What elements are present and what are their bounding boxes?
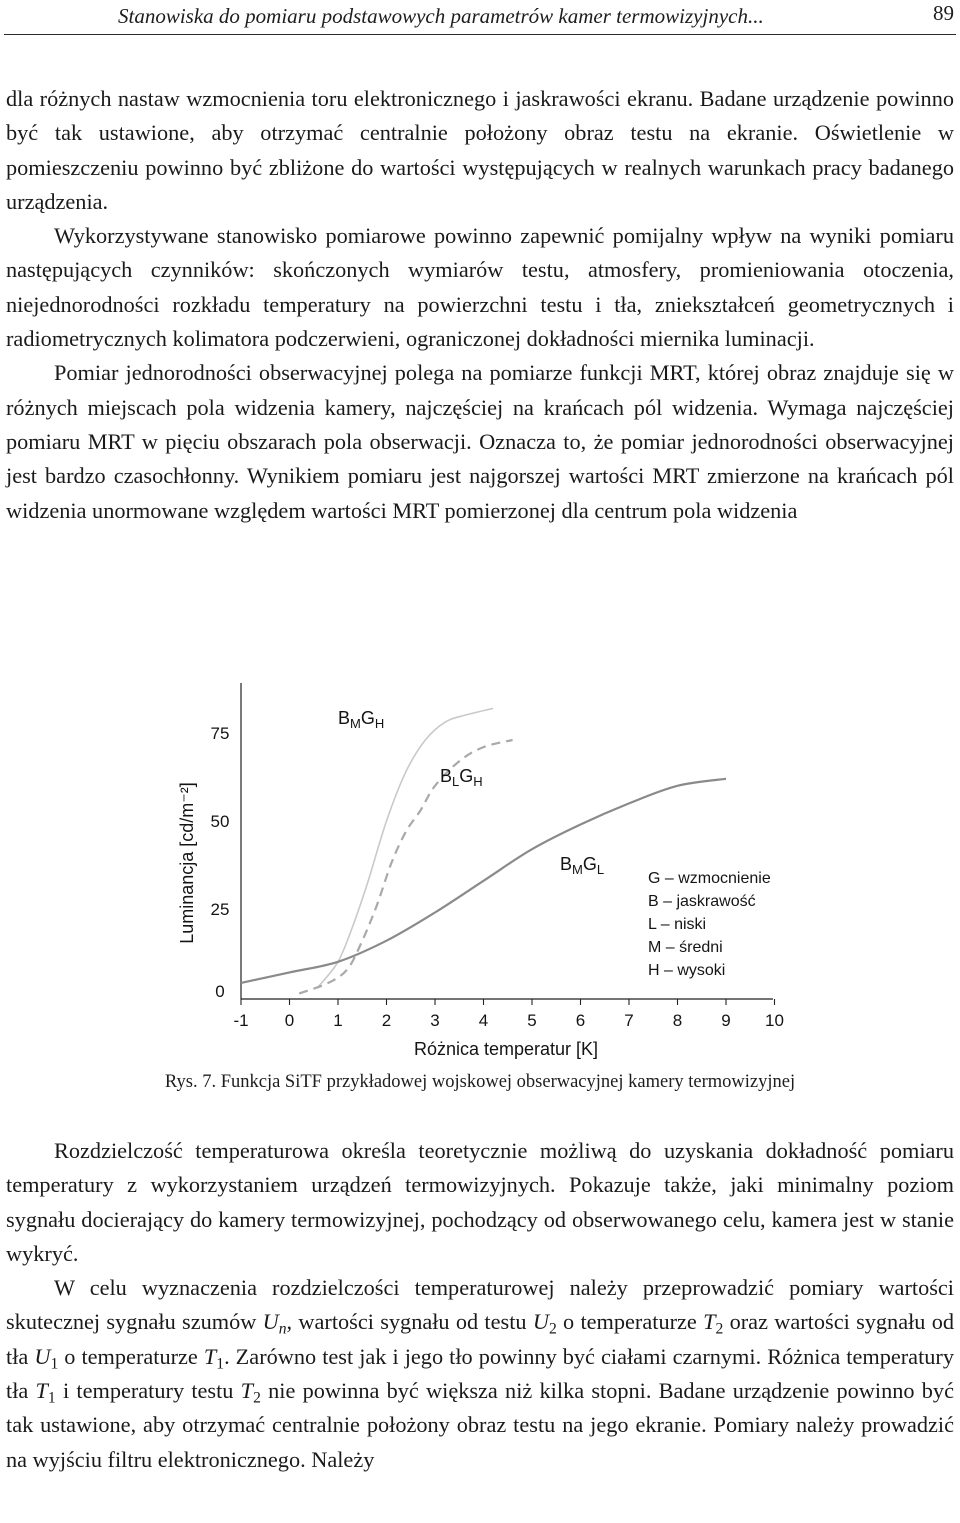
symbol-U: U <box>262 1309 279 1335</box>
curve-label-subscript: L <box>452 774 460 789</box>
subscript: n <box>278 1321 287 1339</box>
page-number: 89 <box>933 1 954 25</box>
running-title: Stanowiska do pomiaru podstawowych parametrów kamer termowizyjnych... <box>118 4 764 28</box>
y-tick-label: 0 <box>215 982 225 1001</box>
text-run: i temperatury testu <box>55 1378 241 1404</box>
symbol-T: T <box>203 1343 217 1369</box>
x-tick-label: 10 <box>765 1011 784 1030</box>
subscript: 1 <box>47 1389 56 1407</box>
x-tick-label: -1 <box>233 1011 249 1030</box>
subscript: 2 <box>715 1321 724 1339</box>
curve-label-bmgl: $B_MG_L$ <box>560 854 605 877</box>
x-tick-label: 2 <box>381 1011 392 1030</box>
sitf-chart <box>160 678 800 1068</box>
legend-item: B – jaskrawość <box>648 893 756 910</box>
y-axis-label: Luminancja [cd/m⁻²] <box>177 782 197 944</box>
subscript: 2 <box>253 1389 261 1407</box>
subscript: 1 <box>50 1355 59 1373</box>
x-axis-label: Różnica temperatur [K] <box>413 1039 599 1059</box>
curve-label-subscript: L <box>596 862 605 877</box>
curve-label-subscript: M <box>572 862 583 877</box>
curve-label-subscript: H <box>473 774 483 789</box>
paragraph: dla różnych nastaw wzmocnienia toru elektronicznego i jaskrawości ekranu. Badane urządzenie powinno być tak ustawione, aby otrzymać centralnie położony obraz testu na ekranie. Oświetlenie w pomieszczeniu powinno być zbliżone do wartości występujących w realnych warunkach pracy badanego urządzenia. <box>6 86 954 214</box>
text-run: o temperaturze <box>556 1309 704 1335</box>
x-tick-label: 1 <box>333 1011 343 1030</box>
x-tick-label: 6 <box>575 1011 586 1030</box>
paragraph: Wykorzystywane stanowisko pomiarowe powinno zapewnić pomijalny wpływ na wyniki pomiaru następujących czynników: skończonych wymiarów testu, atmosfery, promieniowania otoczenia, niejednorodności rozkładu temperatury na powierzchni testu i tła, zniekształceń geometrycznych i radiometrycznych kolimatora podczerwieni, ograniczonej dokładności miernika luminacji. <box>6 223 954 352</box>
chart-legend <box>648 870 771 979</box>
figure-sitf <box>160 678 800 1068</box>
legend-item: L – niski <box>648 916 707 933</box>
x-tick-label: 7 <box>624 1011 634 1030</box>
body-text-top <box>6 82 954 528</box>
y-tick-label: 25 <box>210 900 230 919</box>
text-run: , wartości sygnału od testu <box>286 1309 533 1335</box>
body-text-bottom <box>6 1134 954 1477</box>
text-run: o temperaturze <box>58 1343 204 1369</box>
running-header <box>0 0 960 36</box>
y-tick-label: 75 <box>210 724 230 743</box>
x-tick-label: 5 <box>527 1011 537 1030</box>
text-run: . Zarówno test jak i jego tło powinny być ciałami czarnymi. Różnica temperatury tła <box>6 1343 954 1404</box>
text-run: oraz wartości sygnału od tła <box>6 1309 955 1369</box>
header-rule <box>4 34 956 35</box>
symbol-U: U <box>34 1343 51 1369</box>
x-tick-label: 9 <box>721 1011 731 1030</box>
symbol-U: U <box>532 1309 549 1335</box>
x-tick-label: 4 <box>478 1011 489 1030</box>
symbol-T: T <box>703 1309 716 1335</box>
legend-item: G – wzmocnienie <box>648 870 771 887</box>
text-run: nie powinna być większa niż kilka stopni. Badane urządzenie powinno być tak ustawione, aby otrzymać centralnie położony obraz testu na jego ekranie. Pomiary należy prowadzić na wyjściu filtru elektronicznego. Należy <box>6 1378 954 1472</box>
curve-label-subscript: M <box>350 716 361 731</box>
paragraph: Pomiar jednorodności obserwacyjnej polega na pomiarze funkcji MRT, której obraz znajduje się w różnych miejscach pola widzenia kamery, najczęściej na krańcach pól widzenia. Wymaga najczęściej pomiaru MRT w pięciu obszarach pola obserwacji. Oznacza to, że pomiar jednorodności obserwacyjnej jest bardzo czasochłonny. Wynikiem pomiaru jest najgorszej wartości MRT zmierzone na krańcach pól widzenia unormowane względem wartości MRT pomierzonej dla centrum pola widzenia <box>6 360 954 523</box>
figure-caption: Rys. 7. Funkcja SiTF przykładowej wojskowej obserwacyjnej kamery termowizyjnej <box>164 1072 796 1092</box>
x-tick-label: 8 <box>672 1011 683 1030</box>
paragraph: Rozdzielczość temperaturowa określa teoretycznie możliwą do uzyskania dokładność pomiaru temperatury z wykorzystaniem urządzeń termowizyjnych. Pokazuje także, jaki minimalny poziom sygnału docierający do kamery termowizyjnej, pochodzący od obserwowanego celu, kamera jest w stanie wykryć. <box>6 1138 954 1266</box>
legend-item: M – średni <box>648 939 723 956</box>
curve-label-blgh: $B_LG_H$ <box>440 766 483 789</box>
paragraph-symbols <box>6 1271 954 1477</box>
x-tick-label: 0 <box>284 1011 295 1030</box>
symbol-T: T <box>35 1378 48 1404</box>
subscript: 2 <box>548 1321 557 1339</box>
legend-item: H – wysoki <box>648 962 726 979</box>
symbol-T: T <box>240 1378 254 1404</box>
y-tick-label: 50 <box>210 812 230 831</box>
curve-label-bmgh: $B_MG_H$ <box>338 708 385 731</box>
text-run: W celu wyznaczenia rozdzielczości temperaturowej należy przeprowadzić pomiary wartości skutecznej sygnału szumów <box>6 1275 954 1335</box>
series-line-bmgh <box>319 708 494 986</box>
subscript: 1 <box>216 1355 225 1373</box>
x-tick-label: 3 <box>430 1011 440 1030</box>
curve-label-subscript: H <box>374 716 385 731</box>
